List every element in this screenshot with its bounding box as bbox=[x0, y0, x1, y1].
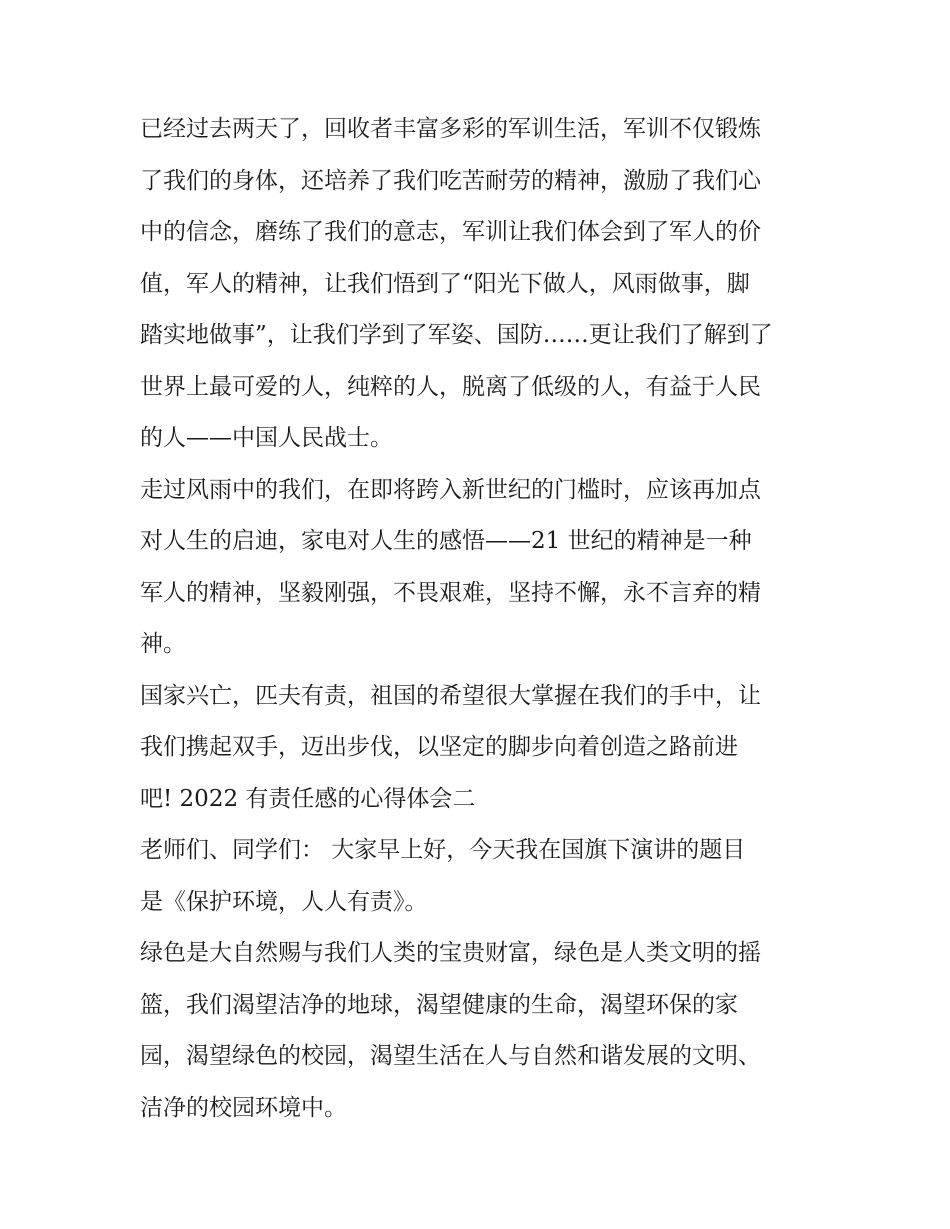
text-line: 了我们的身体，还培养了我们吃苦耐劳的精神，激励了我们心 bbox=[140, 167, 761, 194]
text-line: 绿色是大自然赐与我们人类的宝贵财富，绿色是人类文明的摇 bbox=[140, 940, 761, 966]
text-line: 老师们、同学们： 大家早上好，今天我在国旗下演讲的题目 bbox=[140, 837, 746, 863]
text-line: 吧! 2022 有责任感的心得体会二 bbox=[140, 785, 476, 812]
text-line: 已经过去两天了，回收者丰富多彩的军训生活，军训不仅锻炼 bbox=[140, 116, 761, 142]
text-line: 的人——中国人民战士。 bbox=[140, 425, 393, 451]
text-line: 神。 bbox=[140, 631, 186, 657]
text-line: 洁净的校园环境中。 bbox=[140, 1094, 347, 1121]
text-line: 国家兴亡，匹夫有责，祖国的希望很大掌握在我们的手中，让 bbox=[140, 682, 761, 709]
text-line: 军人的精神，坚毅刚强，不畏艰难，坚持不懈，永不言弃的精 bbox=[140, 579, 761, 606]
text-line: 园，渴望绿色的校园，渴望生活在人与自然和谐发展的文明、 bbox=[140, 1043, 761, 1069]
text-line: 世界上最可爱的人，纯粹的人，脱离了低级的人，有益于人民 bbox=[140, 373, 761, 400]
text-line: 我们携起双手，迈出步伐，以坚定的脚步向着创造之路前进 bbox=[140, 734, 738, 760]
text-line: 走过风雨中的我们，在即将跨入新世纪的门槛时，应该再加点 bbox=[140, 476, 761, 503]
text-line: 对人生的启迪，家电对人生的感悟——21 世纪的精神是一种 bbox=[140, 528, 752, 554]
text-line: 篮，我们渴望洁净的地球，渴望健康的生命，渴望环保的家 bbox=[140, 991, 738, 1018]
text-line: 踏实地做事”，让我们学到了军姿、国防……更让我们了解到了 bbox=[140, 322, 773, 348]
text-line: 是《保护环境，人人有责》。 bbox=[140, 888, 428, 915]
document-body bbox=[140, 104, 820, 1134]
text-line: 中的信念，磨练了我们的意志，军训让我们体会到了军人的价 bbox=[140, 219, 761, 245]
text-line: 值，军人的精神，让我们悟到了“阳光下做人，风雨做事，脚 bbox=[140, 270, 750, 297]
